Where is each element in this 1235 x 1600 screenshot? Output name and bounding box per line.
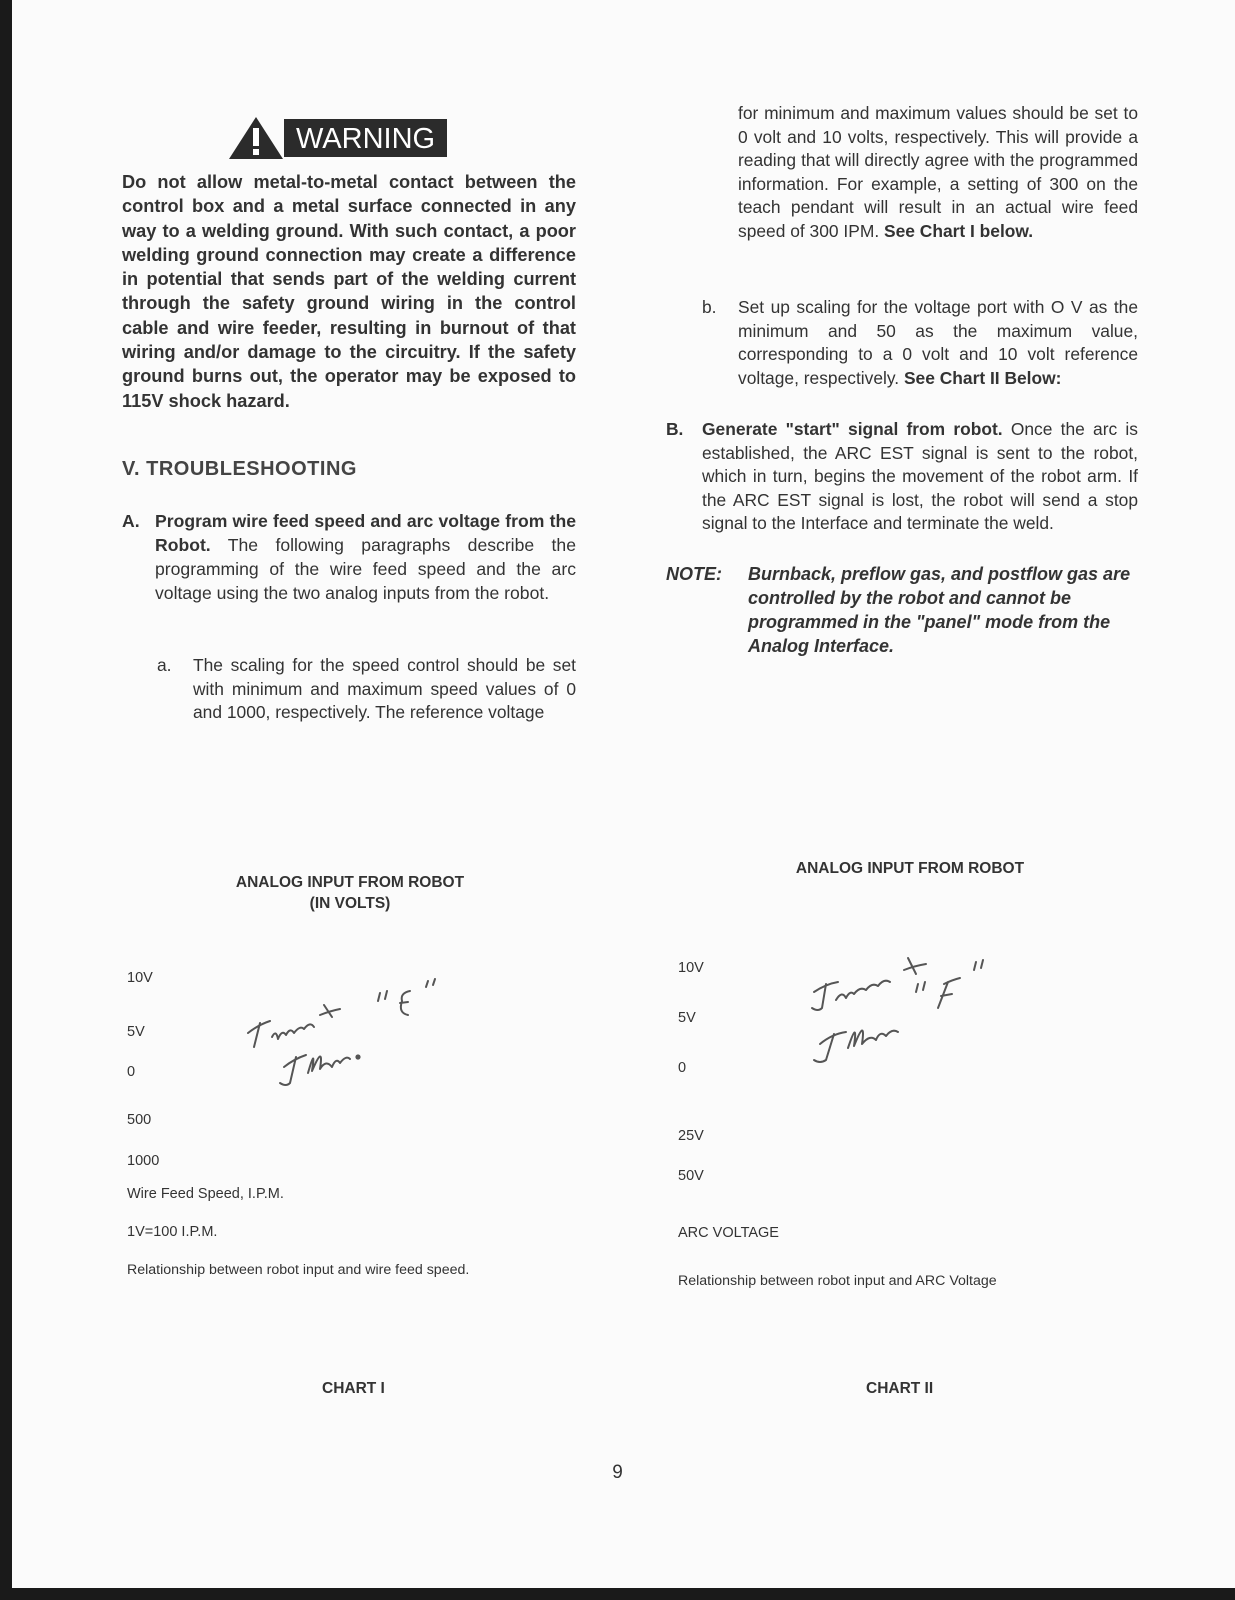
item-b-label: b. [702, 297, 717, 317]
item-B-body [702, 418, 1138, 536]
item-a-continued [738, 102, 1138, 244]
chart-ii-label-10v: 10V [678, 960, 704, 976]
scan-border-left [0, 0, 12, 1600]
warning-header [228, 116, 447, 160]
chart-i-label-500: 500 [127, 1112, 152, 1128]
chart-ii-name: CHART II [866, 1380, 934, 1397]
chart-i-reference: See Chart I below. [883, 220, 1034, 241]
item-b-text: Set up scaling for the voltage port with O V as the minimum and 50 as the maximum value, corresponding to a 0 volt and 10 volt reference voltage, respectively. [738, 297, 1138, 388]
warning-text: Do not allow metal-to-metal contact between the control box and a metal surface connected in any way to a welding ground. With such contact, a poor welding ground connection may create a difference in potential that sends part of the welding current through the safety ground wiring in the control cable and wire feeder, resulting in burnout of that wiring and/or damage to the circuitry. If the safety ground burns out, the operator may be exposed to 115V shock hazard. [122, 172, 576, 411]
item-A-lead: Program wire feed speed and arc voltage from the Robot. [155, 511, 576, 555]
item-a-label: a. [157, 655, 172, 675]
chart-ii-axis-label: ARC VOLTAGE [678, 1225, 779, 1241]
note-label: NOTE: [666, 564, 722, 584]
note-text: Burnback, preflow gas, and postflow gas are controlled by the robot and cannot be programmed in the "panel" mode from the Analog Interface. [748, 564, 1131, 656]
chart-i-label-1000: 1000 [127, 1153, 160, 1169]
chart-ii-label-0: 0 [678, 1060, 687, 1076]
chart-ii-reference: See Chart II Below: [903, 367, 1062, 388]
item-A-text: The following paragraphs describe the programming of the wire feed speed and the arc voltage using the two analog inputs from the robot. [155, 535, 576, 603]
item-a-continued-text: for minimum and maximum values should be set to 0 volt and 10 volts, respectively. This will provide a reading that will directly agree with the programmed information. For example, a setting of 300 on the teach pendant will result in an actual wire feed speed of 300 IPM. [738, 103, 1138, 241]
chart-i-title-line1: ANALOG INPUT FROM ROBOT [235, 874, 465, 891]
item-A-body [155, 509, 576, 605]
chart-ii-label-50v: 50V [678, 1168, 704, 1184]
item-B-label: B. [666, 419, 684, 439]
chart-i-ratio: 1V=100 I.P.M. [127, 1224, 218, 1240]
chart-i-caption: Relationship between robot input and wire feed speed. [127, 1262, 470, 1278]
chart-ii-caption: Relationship between robot input and ARC Voltage [678, 1273, 997, 1289]
section-heading: V. TROUBLESHOOTING [122, 458, 357, 480]
chart-i-label-10v: 10V [127, 970, 153, 986]
chart-ii-title: ANALOG INPUT FROM ROBOT [795, 860, 1025, 877]
chart-i-name: CHART I [322, 1380, 385, 1397]
page-number: 9 [612, 1462, 623, 1483]
item-b-body [738, 296, 1138, 390]
chart-i-title-line2: (IN VOLTS) [309, 895, 391, 912]
chart-ii-label-25v: 25V [678, 1128, 704, 1144]
chart-i-axis-label: Wire Feed Speed, I.P.M. [127, 1186, 284, 1202]
item-a-text: The scaling for the speed control should be set with minimum and maximum speed values of 0 and 1000, respectively. The reference voltage [193, 655, 576, 723]
handwritten-insert-illus-f [808, 952, 1008, 1082]
scan-border-bottom [0, 1588, 1235, 1600]
chart-ii-label-5v: 5V [678, 1010, 696, 1026]
item-B-lead: Generate "start" signal from robot. [702, 419, 1003, 439]
chart-i-title [200, 872, 500, 914]
chart-i-label-0: 0 [127, 1064, 136, 1080]
warning-triangle-icon [228, 116, 284, 160]
chart-i-label-5v: 5V [127, 1024, 145, 1040]
item-B-text: Once the arc is established, the ARC EST signal is sent to the robot, which in turn, begins the movement of the robot arm. If the ARC EST signal is lost, the robot will send a stop signal to the Interface and terminate the weld. [702, 419, 1138, 534]
handwritten-insert-illus-e [240, 975, 460, 1095]
warning-label: WARNING [284, 119, 447, 157]
item-A-label: A. [122, 511, 140, 531]
